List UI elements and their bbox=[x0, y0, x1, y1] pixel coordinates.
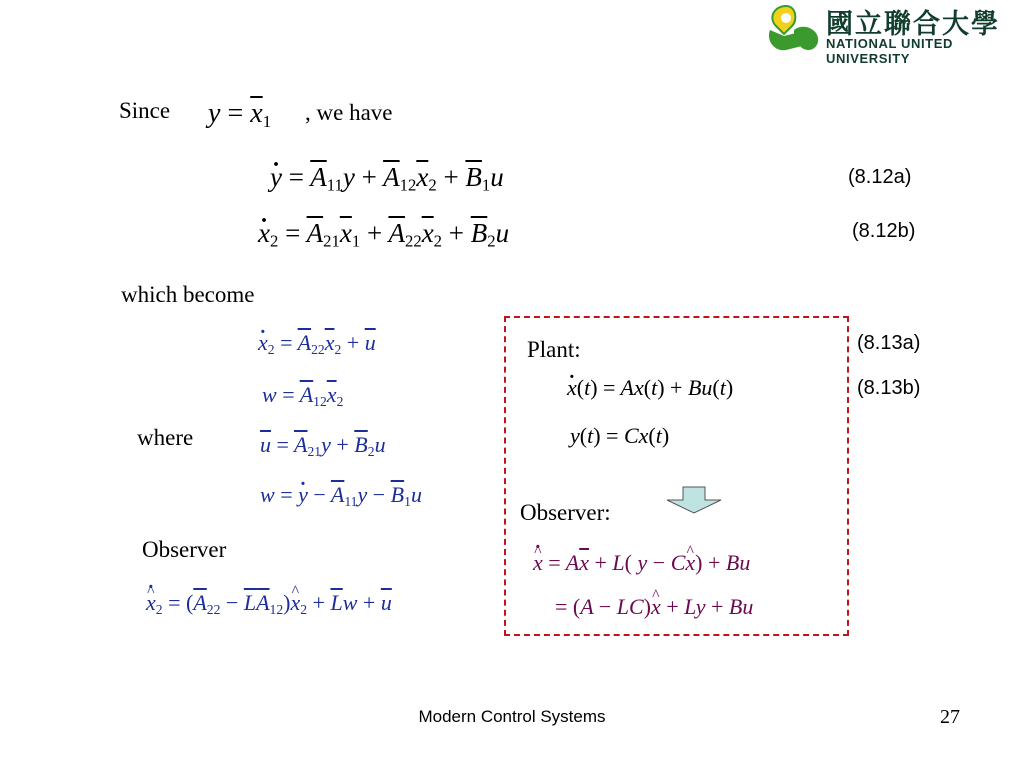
equation-x2-dot-reduced: . $x_2 = \overline{A}_{22}\overline{x}_2 + \overline{u}$ bbox=[258, 330, 376, 356]
footer-course-title: Modern Control Systems bbox=[418, 707, 606, 726]
observer-left-label: Observer bbox=[142, 537, 227, 562]
equation-y-equals-x1: $y = \overline{x}_1$ bbox=[208, 98, 272, 131]
equation-8-12a: . $y = \overline{A}_{11}y + \overline{A}_{12}\overline{x}_2 + \overline{B}_1u$ bbox=[270, 162, 504, 193]
equation-plant-output: y(t) = Cx(t) bbox=[570, 423, 670, 448]
equation-plant-state: . x(t) = Ax(t) + Bu(t) bbox=[567, 375, 733, 401]
equation-w-definition: w = . $y - \overline{A}_{11}y - \overline{B}_1u$ bbox=[260, 482, 422, 508]
logo-chinese-name: 國立聯合大學 bbox=[826, 9, 1000, 40]
equation-number-8-12a: (8.12a) bbox=[848, 166, 912, 188]
plant-label: Plant: bbox=[527, 337, 581, 362]
university-logo bbox=[764, 0, 1024, 66]
plant-observer-dashed-box bbox=[504, 316, 849, 636]
observer-right-label: Observer: bbox=[520, 500, 611, 525]
which-become-label: which become bbox=[121, 282, 255, 307]
equation-w-reduced: $w = \overline{A}_{12}\overline{x}_2$ bbox=[262, 382, 344, 409]
page-number: 27 bbox=[940, 706, 960, 728]
equation-number-8-12b: (8.12b) bbox=[852, 220, 916, 242]
equation-full-observer: . x ^ = $A\overline{x} + L$( y − Cx ^) + Bu bbox=[533, 550, 750, 576]
equation-8-12b: . $x_2 = \overline{A}_{21}\overline{x}_1 + \overline{A}_{22}\overline{x}_2 + \overline{B}_2u$ bbox=[258, 218, 509, 249]
since-label: Since bbox=[119, 98, 171, 123]
we-have-label: , we have bbox=[305, 100, 393, 125]
where-label: where bbox=[137, 425, 194, 450]
logo-english-name: NATIONAL UNITED UNIVERSITY bbox=[826, 36, 953, 66]
equation-number-8-13b: (8.13b) bbox=[857, 377, 921, 399]
equation-full-observer-expanded: = (A − LC)x ^ + Ly + Bu bbox=[555, 594, 753, 620]
logo-emblem-icon bbox=[764, 0, 824, 56]
equation-reduced-observer: . x $\^{}_2 = (\overline{A}_{22} - \overline{L}\overline{A}_{12})x$ $\^{}_2 + \overline{L}w + \overline{u}$ bbox=[146, 590, 392, 616]
equation-number-8-13a: (8.13a) bbox=[857, 332, 921, 354]
down-arrow-icon bbox=[664, 486, 724, 514]
equation-u-bar-definition: $\overline{u} = \overline{A}_{21}y + \overline{B}_2u$ bbox=[260, 432, 386, 459]
